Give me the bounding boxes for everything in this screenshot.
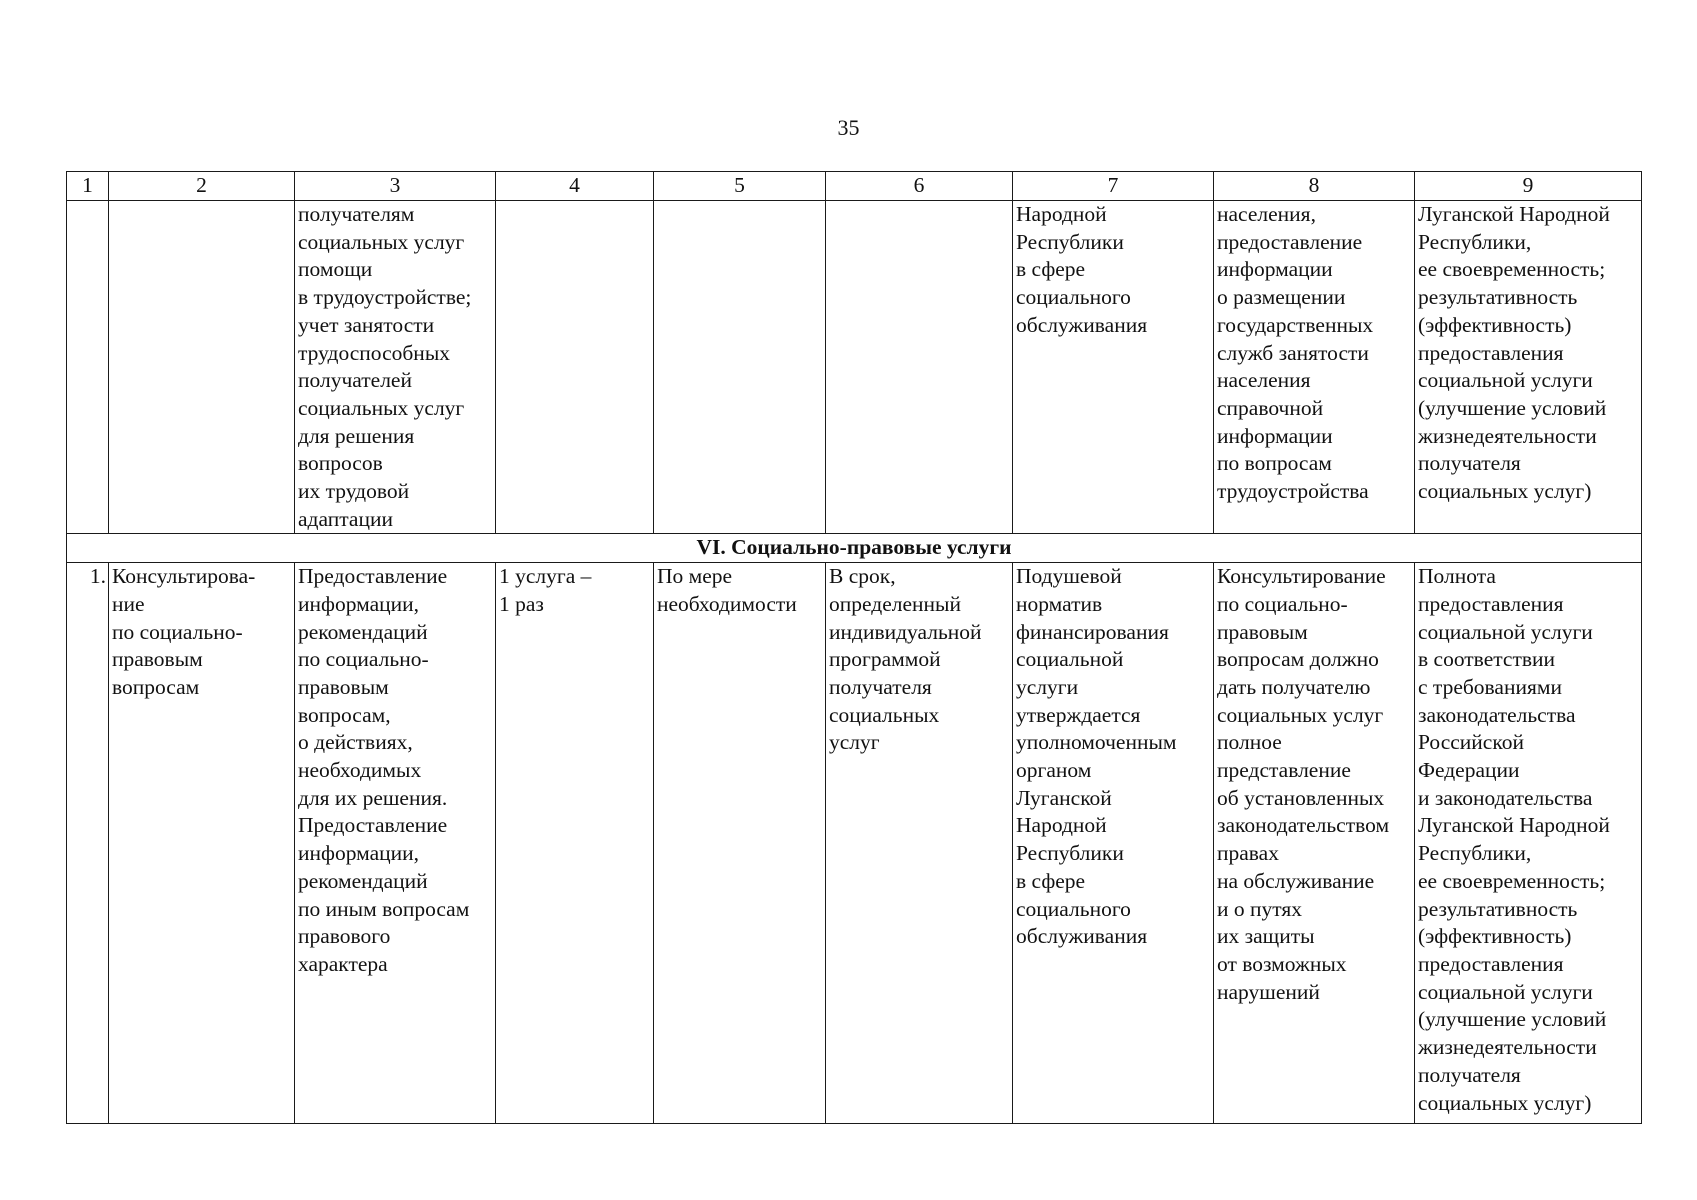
table-cell-conditions: населения, предоставление информации о размещении государственных служб занятости населения справочной информации по вопросам трудоустройства [1214, 201, 1415, 534]
continuation-row [67, 201, 1642, 534]
column-number-header-row [67, 172, 1642, 201]
table-cell-term [826, 201, 1013, 534]
table-cell-description: получателям социальных услуг помощи в трудоустройстве; учет занятости трудоспособных получателей социальных услуг для решения вопросов их трудовой адаптации [295, 201, 496, 534]
table-cell-service-name [109, 201, 295, 534]
table-cell-number [67, 201, 109, 534]
table-cell-conditions: Консультирование по социально- правовым вопросам должно дать получателю социальных услуг полное представление об установленных законодательством правах на обслуживание и о путях их защиты от возможных нарушений [1214, 563, 1415, 1124]
table-cell-frequency [654, 201, 826, 534]
services-table [66, 171, 1642, 1124]
column-number: 4 [496, 172, 654, 201]
section-heading-row [67, 534, 1642, 563]
table-cell-financing: Народной Республики в сфере социального обслуживания [1013, 201, 1214, 534]
column-number: 6 [826, 172, 1013, 201]
table-cell-frequency: По мере необходимости [654, 563, 826, 1124]
table-cell-term: В срок, определенный индивидуальной программой получателя социальных услуг [826, 563, 1013, 1124]
table-cell-evaluation: Полнота предоставления социальной услуги в соответствии с требованиями законодательства Российской Федерации и законодательства Луганской Народной Республики, ее своевременность; результативность (эффективность) предоставления социальной услуги (улучшение условий жизнедеятельности получателя социальных услуг) [1415, 563, 1642, 1124]
column-number: 8 [1214, 172, 1415, 201]
column-number: 2 [109, 172, 295, 201]
table-cell-volume: 1 услуга – 1 раз [496, 563, 654, 1124]
table-cell-description: Предоставление информации, рекомендаций по социально- правовым вопросам, о действиях, необходимых для их решения. Предоставление информации, рекомендаций по иным вопросам правового характера [295, 563, 496, 1124]
column-number: 1 [67, 172, 109, 201]
section-title: VI. Социально-правовые услуги [67, 534, 1642, 563]
table-cell-financing: Подушевой норматив финансирования социальной услуги утверждается уполномоченным органом Луганской Народной Республики в сфере социального обслуживания [1013, 563, 1214, 1124]
table-cell-evaluation: Луганской Народной Республики, ее своевременность; результативность (эффективность) предоставления социальной услуги (улучшение условий жизнедеятельности получателя социальных услуг) [1415, 201, 1642, 534]
service-row [67, 563, 1642, 1124]
table-cell-number: 1. [67, 563, 109, 1124]
table-cell-volume [496, 201, 654, 534]
column-number: 9 [1415, 172, 1642, 201]
table-cell-service-name: Консультирова- ние по социально- правовым вопросам [109, 563, 295, 1124]
column-number: 5 [654, 172, 826, 201]
column-number: 3 [295, 172, 496, 201]
column-number: 7 [1013, 172, 1214, 201]
page-number: 35 [837, 115, 860, 140]
